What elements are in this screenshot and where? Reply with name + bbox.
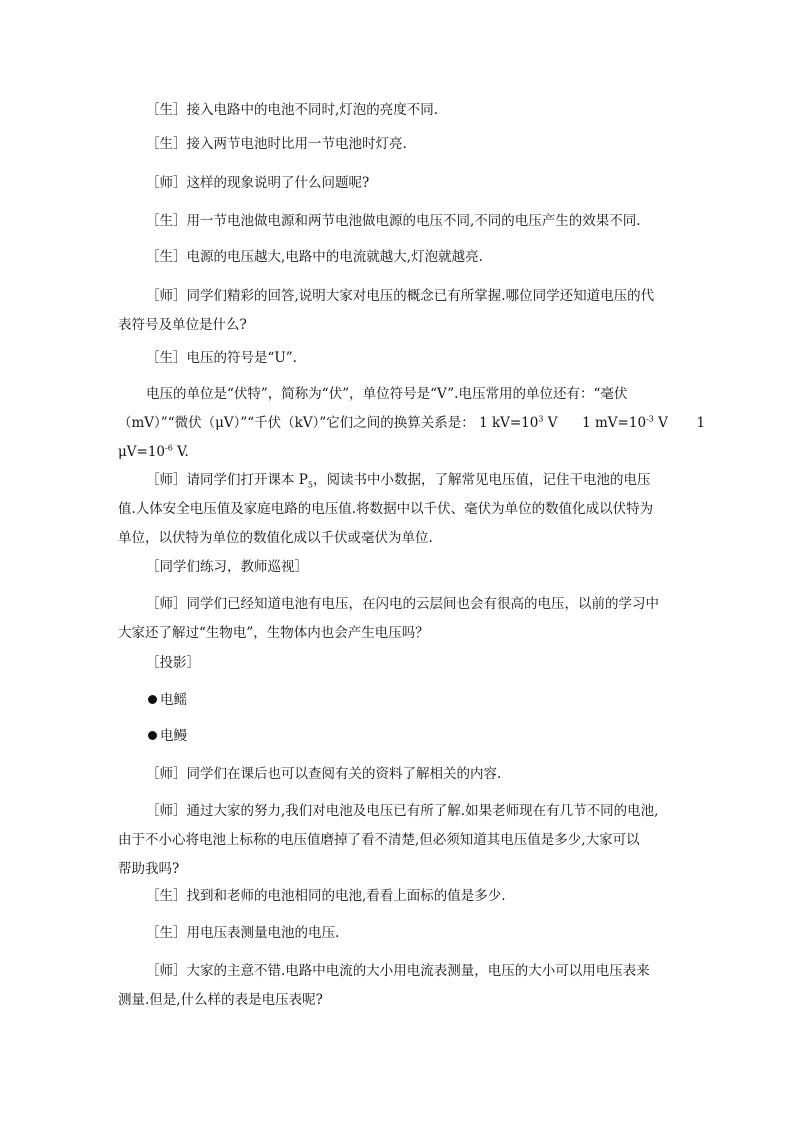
paragraph-line: 表符号及单位是什么? — [118, 317, 247, 333]
bullet-item-electric-ray — [148, 686, 187, 715]
conversion-text: V. — [172, 444, 189, 460]
paragraph-teacher-4 — [118, 590, 678, 648]
paragraph-teacher-1 — [118, 169, 678, 198]
exponent: -6 — [165, 443, 173, 453]
paragraph-text: ［投影］ — [146, 655, 200, 671]
exponent: -3 — [646, 414, 654, 424]
paragraph-line: ［师］大家的主意不错.电路中电流的大小用电流表测量，电压的大小可以用电压表来 — [146, 963, 650, 979]
paragraph-text: ［师］同学们在课后也可以查阅有关的资料了解相关的内容. — [146, 766, 502, 782]
paragraph-student-6 — [118, 882, 678, 911]
conversion-text: 1 mV=10 — [582, 415, 647, 431]
paragraph-line: 值.人体安全电压值及家庭电路的电压值.将数据中以千伏、毫伏为单位的数值化成以伏特为 — [118, 501, 654, 517]
paragraph-student-7 — [118, 919, 678, 948]
paragraph-text: ［生］用电压表测量电池的电压. — [146, 925, 340, 941]
paragraph-line: 由于不小心将电池上标称的电压值磨掉了看不清楚,但必须知道其电压值是多少,大家可以 — [118, 832, 640, 848]
paragraph-text: ［生］接入电路中的电池不同时,灯泡的亮度不同. — [146, 102, 439, 118]
conversion-mv — [582, 415, 668, 431]
paragraph-student-1 — [118, 96, 678, 125]
paragraph-text: ，阅读书中小数据，了解常见电压值，记住干电池的电压 — [312, 472, 651, 488]
conversion-text: 1 kV=10 — [479, 415, 539, 431]
paragraph-text: ［生］电源的电压越大,电路中的电流就越大,灯泡就越亮. — [146, 249, 483, 265]
paragraph-line: ［师］同学们已经知道电池有电压，在闪电的云层间也会有很高的电压，以前的学习中 — [146, 596, 659, 612]
paragraph-student-5 — [118, 344, 678, 373]
bullet-dot-icon — [148, 695, 157, 704]
paragraph-teacher-3 — [118, 466, 678, 553]
bullet-dot-icon — [148, 731, 157, 740]
conversion-text: V — [543, 415, 558, 431]
paragraph-line: 帮助我吗? — [118, 861, 180, 877]
paragraph-teacher-6 — [118, 797, 678, 884]
paragraph-line-conversions — [118, 409, 706, 438]
bullet-item-electric-eel — [148, 722, 187, 751]
exponent: 3 — [538, 414, 544, 424]
paragraph-student-4 — [118, 243, 678, 272]
paragraph-line: 测量.但是,什么样的表是电压表呢? — [118, 992, 323, 1008]
paragraph-line: 单位，以伏特为单位的数值化成以千伏或毫伏为单位. — [118, 530, 433, 546]
paragraph-voltage-units — [118, 380, 706, 467]
paragraph-teacher-2 — [118, 282, 678, 340]
paragraph-line: 大家还了解过“生物电”，生物体内也会产生电压吗？ — [118, 625, 429, 641]
conversion-intro: （mV）”“微伏（μV）”“千伏（kV）”它们之间的换算关系是： — [118, 415, 475, 431]
paragraph-teacher-5 — [118, 760, 678, 789]
paragraph-projection — [118, 649, 678, 678]
paragraph-line: ［师］同学们精彩的回答,说明大家对电压的概念已有所掌握.哪位同学还知道电压的代 — [146, 288, 655, 304]
conversion-text: 1 — [696, 415, 706, 431]
paragraph-line: 电压的单位是“伏特”，简称为“伏”，单位符号是“V”.电压常用的单位还有：“毫伏 — [146, 386, 628, 402]
paragraph-text: ［生］电压的符号是“U”. — [146, 350, 297, 366]
bullet-text: 电鳐 — [160, 692, 187, 708]
paragraph-student-3 — [118, 207, 678, 236]
paragraph-text: ［师］请同学们打开课本 P — [146, 472, 308, 488]
paragraph-teacher-7 — [118, 957, 678, 1015]
paragraph-student-2 — [118, 130, 678, 159]
conversion-uv — [118, 438, 698, 467]
conversion-text: μV=10 — [118, 444, 166, 460]
paragraph-text: ［同学们练习，教师巡视］ — [146, 559, 308, 575]
subscript: 5 — [307, 480, 313, 490]
bullet-text: 电鳗 — [160, 728, 187, 744]
paragraph-text: ［生］找到和老师的电池相同的电池,看看上面标的值是多少. — [146, 888, 506, 904]
paragraph-text: ［师］这样的现象说明了什么问题呢? — [146, 175, 370, 191]
paragraph-text: ［生］接入两节电池时比用一节电池时灯亮. — [146, 136, 407, 152]
conversion-text: V — [653, 415, 668, 431]
paragraph-practice — [118, 553, 678, 582]
conversion-kv — [479, 415, 557, 431]
paragraph-text: ［生］用一节电池做电源和两节电池做电源的电压不同,不同的电压产生的效果不同. — [146, 213, 641, 229]
paragraph-line — [118, 466, 678, 495]
paragraph-line: ［师］通过大家的努力,我们对电池及电压已有所了解.如果老师现在有几节不同的电池, — [146, 803, 659, 819]
